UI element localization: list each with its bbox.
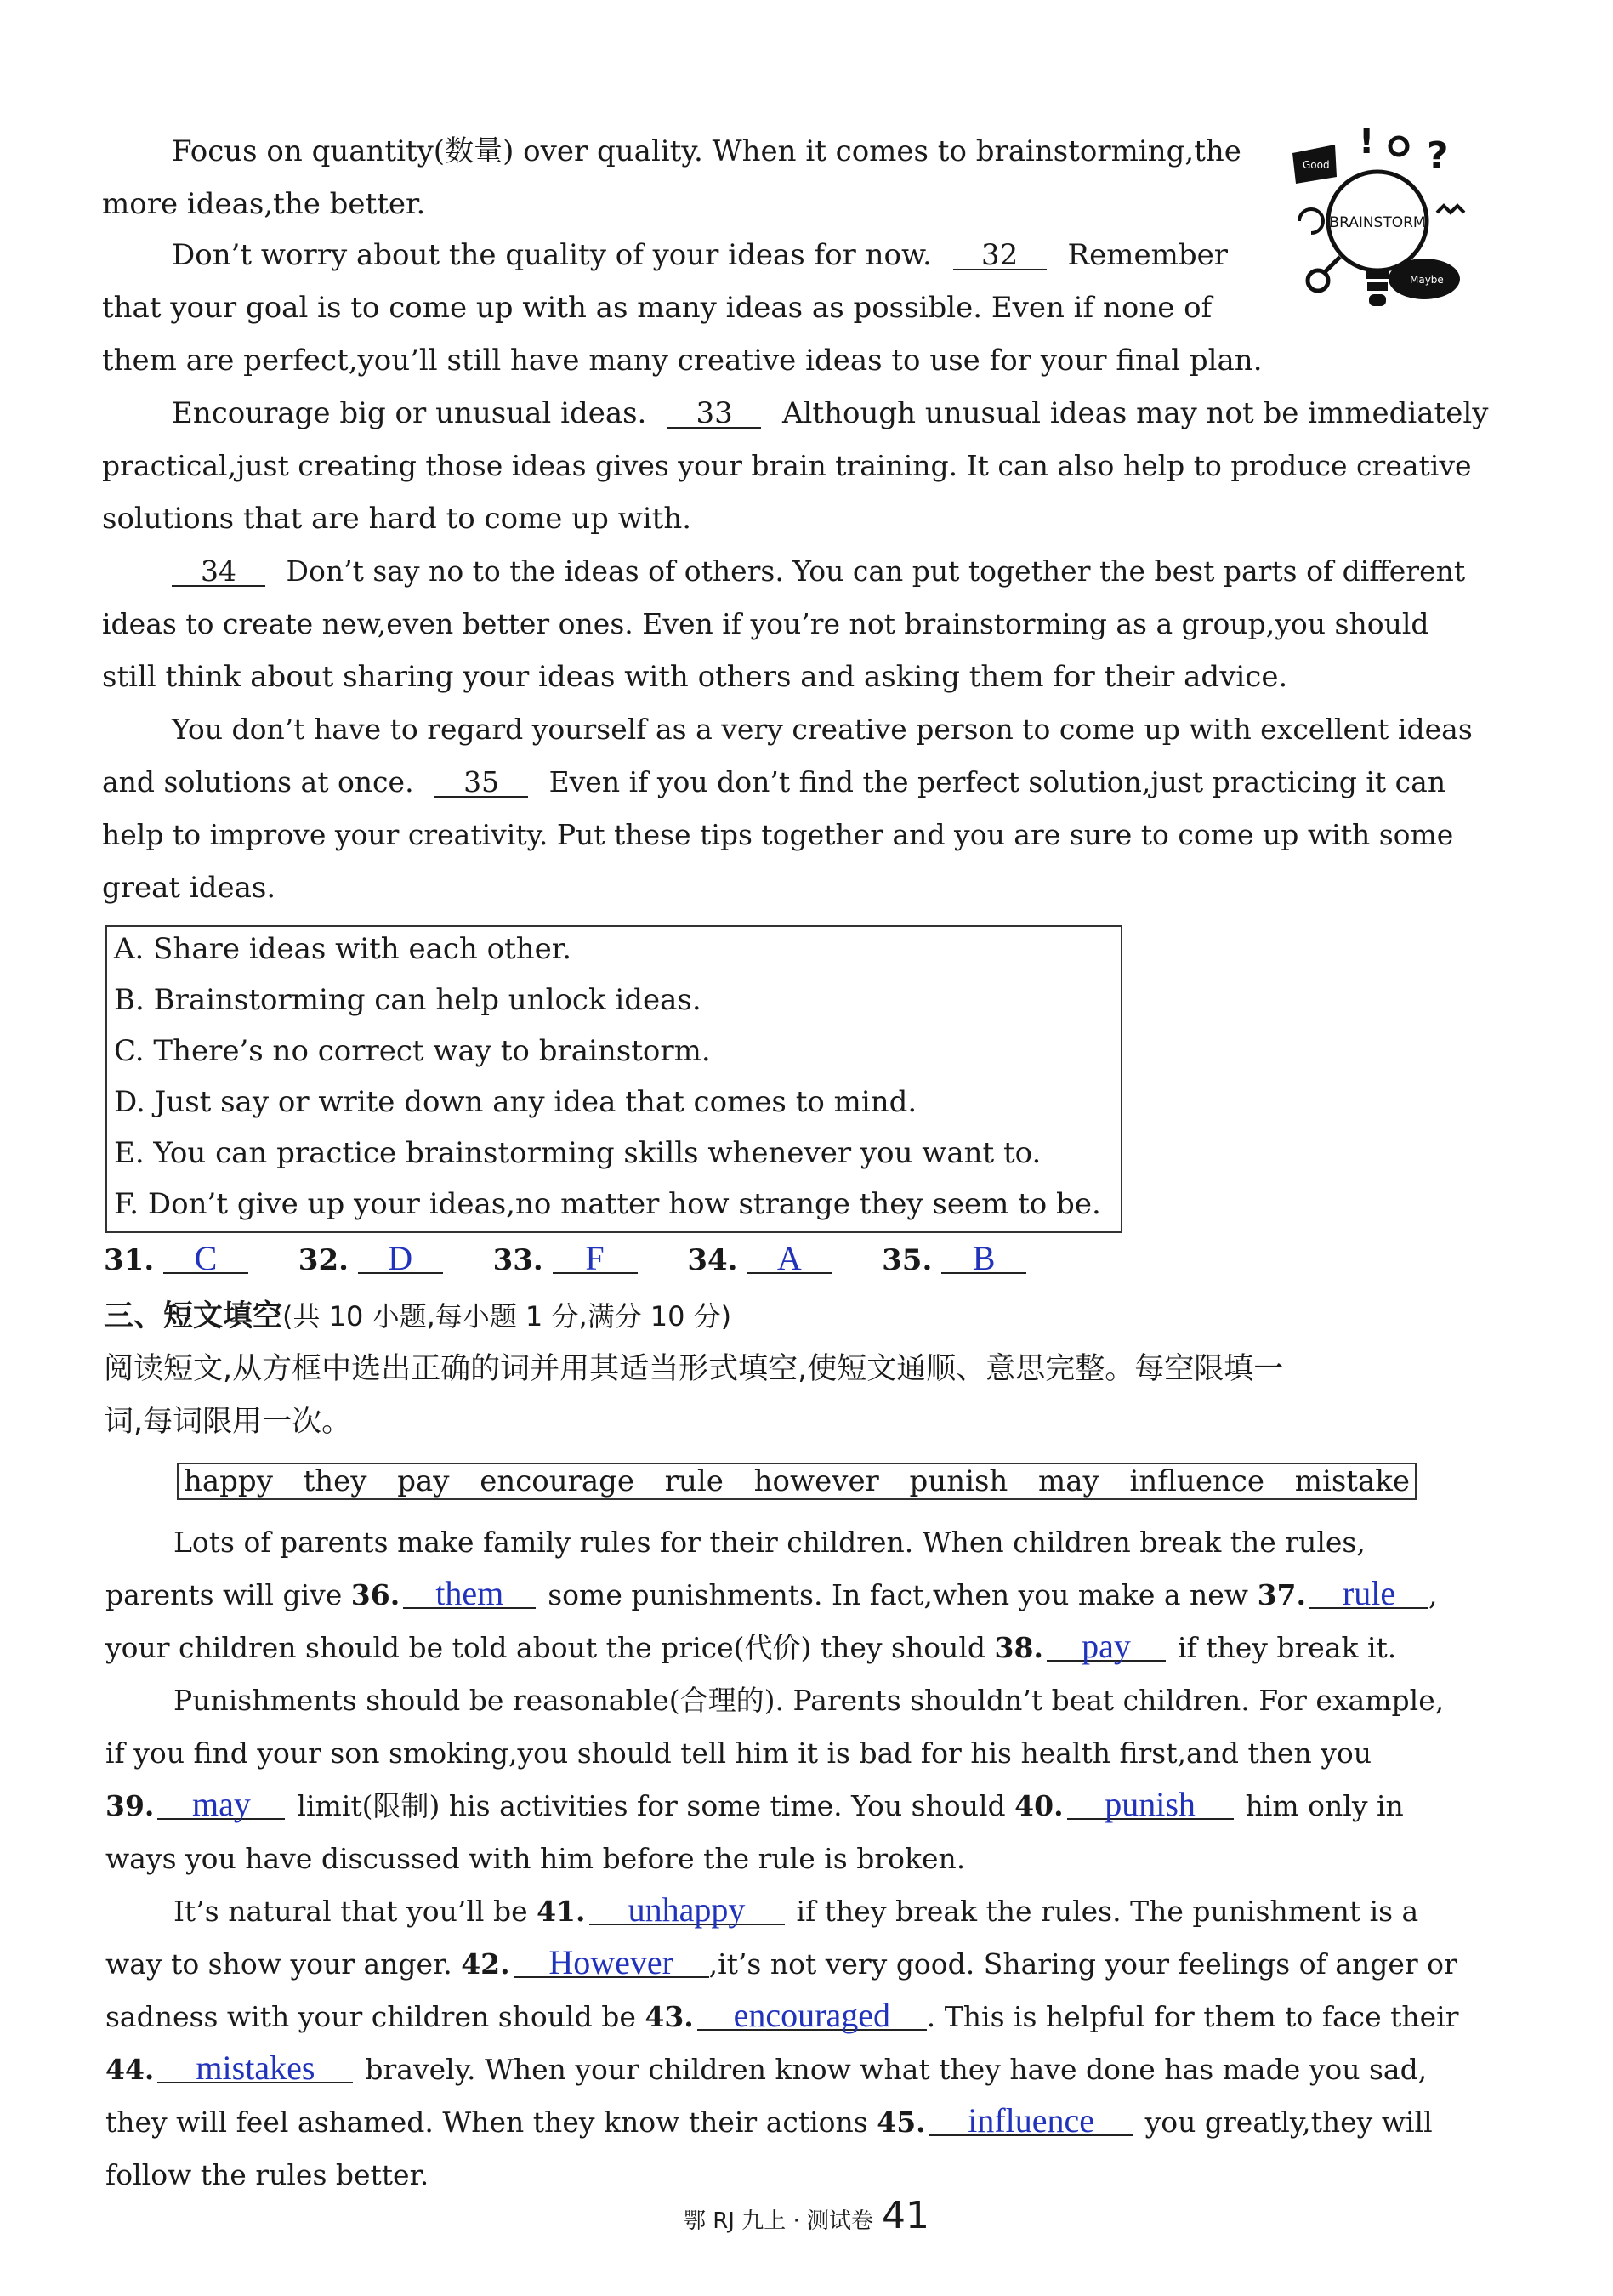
blank-32: 32 [953,242,1047,270]
good-label: Good [1303,159,1330,171]
q40-num: 40. [1014,1789,1064,1822]
svg-text:!: ! [1359,128,1375,162]
p2-line-3 [105,1627,1397,1665]
word-bank-item: pay [397,1464,450,1498]
p2-line-2 [105,1574,1438,1612]
p1-line-2: more ideas,the better. [102,187,426,221]
answer-33-num: 33. [492,1243,543,1277]
p1-line-6-text: Encourage big or unusual ideas. [172,396,647,430]
q45-answer: influence [929,2107,1133,2136]
word-bank-item: influence [1129,1464,1265,1498]
p2-line-11-text: bravely. When your children know what they have done has made you sad, [365,2053,1428,2086]
q39-num: 39. [105,1789,155,1822]
word-bank-item: punish [909,1464,1008,1498]
section-3-instruction-2: 词,每词限用一次。 [104,1405,352,1439]
p2-line-10-text-b: . This is helpful for them to face their [926,2000,1459,2033]
q45-num: 45. [877,2106,926,2139]
p2-line-8-text: It’s natural that you’ll be [173,1895,528,1928]
p2-line-2-comma: , [1428,1578,1438,1611]
p1-line-12: You don’t have to regard yourself as a very creative person to come up with excellent ideas [172,713,1473,746]
word-bank-item: happy [184,1464,273,1498]
q43-answer: encouraged [697,2002,927,2031]
p2-line-7: ways you have discussed with him before the rule is broken. [105,1842,966,1875]
p1-line-5: them are perfect,you’ll still have many creative ideas to use for your final plan. [102,344,1263,378]
p2-line-2-text: parents will give [105,1578,343,1611]
p2-line-10 [105,1996,1459,2034]
answer-31-num: 31. [104,1243,155,1277]
blank-33: 33 [667,400,761,429]
p2-line-10-text: sadness with your children should be [105,2000,636,2033]
p2-line-3-text: your children should be told about the price(代价) they should [105,1631,986,1664]
q43-num: 43. [645,2000,694,2033]
q37-answer: rule [1309,1580,1428,1609]
footer-label: 鄂 RJ 九上 · 测试卷 [683,2208,874,2234]
p2-line-6-text: limit(限制) his activities for some time. You should [297,1789,1006,1822]
p1-line-13 [102,765,1445,799]
p2-line-8 [173,1890,1419,1929]
brainstorm-lightbulb-icon [1284,128,1471,323]
maybe-label: Maybe [1410,274,1444,286]
q42-num: 42. [461,1947,510,1981]
word-bank-item: may [1038,1464,1099,1498]
word-bank [177,1463,1417,1500]
p2-line-12-text: they will feel ashamed. When they know their actions [105,2106,868,2139]
q36-answer: them [403,1580,536,1609]
q42-answer: However [514,1949,709,1978]
q38-answer: pay [1047,1633,1166,1662]
option-b: B. Brainstorming can help unlock ideas. [114,983,701,1017]
word-bank-item: mistake [1294,1464,1410,1498]
word-bank-item: encourage [480,1464,635,1498]
p2-line-12-text-b: you greatly,they will [1144,2106,1433,2139]
answer-34-num: 34. [687,1243,738,1277]
p1-line-3-text: Don’t worry about the quality of your ideas for now. [172,238,932,272]
answer-35-num: 35. [882,1243,933,1277]
p1-line-3-text-b: Remember [1067,238,1228,272]
q41-answer: unhappy [589,1896,785,1925]
page-footer [0,2194,1613,2237]
p2-line-13: follow the rules better. [105,2158,429,2191]
option-e: E. You can practice brainstorming skills whenever you want to. [114,1136,1042,1170]
q37-num: 37. [1257,1578,1306,1611]
section-3-heading [104,1299,731,1333]
p2-line-9 [105,1943,1457,1981]
p1-line-9-text: Don’t say no to the ideas of others. You can put together the best parts of different [286,554,1466,588]
q41-num: 41. [537,1895,586,1928]
answer-33-value: F [553,1245,638,1274]
answer-34-value: A [747,1245,832,1274]
svg-text:?: ? [1427,134,1449,178]
q44-num: 44. [105,2053,155,2086]
section-3-note: (共 10 小题,每小题 1 分,满分 10 分) [282,1300,732,1333]
q44-answer: mistakes [157,2054,353,2083]
q39-answer: may [157,1791,285,1820]
blank-35: 35 [434,769,528,798]
p2-line-11 [105,2049,1428,2087]
answer-32-num: 32. [298,1243,349,1277]
p1-line-11: still think about sharing your ideas with others and asking them for their advice. [102,660,1288,694]
answers-31-35 [104,1239,1026,1277]
option-f: F. Don’t give up your ideas,no matter how strange they seem to be. [114,1187,1101,1221]
section-3-title: 三、短文填空 [104,1299,283,1333]
brainstorm-label: BRAINSTORM [1329,214,1426,231]
p2-line-9-text: way to show your anger. [105,1947,452,1981]
blank-34: 34 [172,558,265,587]
option-d: D. Just say or write down any idea that comes to mind. [114,1085,917,1119]
p1-line-13-text-b: Even if you don’t find the perfect solution,just practicing it can [548,765,1446,798]
q40-answer: punish [1067,1791,1234,1820]
p2-line-8-text-b: if they break the rules. The punishment is a [796,1895,1419,1928]
p1-line-15: great ideas. [102,871,276,905]
section-3-instruction-1: 阅读短文,从方框中选出正确的词并用其适当形式填空,使短文通顺、意思完整。每空限填一 [104,1352,1284,1386]
answer-35-value: B [941,1245,1026,1274]
p1-line-3 [172,238,1228,272]
p1-line-13-text: and solutions at once. [102,765,414,798]
answer-31-value: C [163,1245,248,1274]
word-bank-item: however [753,1464,879,1498]
p2-line-9-text-b: ,it’s not very good. Sharing your feelings of anger or [708,1947,1457,1981]
p1-line-4: that your goal is to come up with as many ideas as possible. Even if none of [102,291,1213,325]
option-a: A. Share ideas with each other. [114,932,572,966]
word-bank-item: they [303,1464,367,1498]
p2-line-3-text-b: if they break it. [1177,1631,1397,1664]
p1-line-6-text-b: Although unusual ideas may not be immediately [782,396,1489,430]
p1-line-8: solutions that are hard to come up with. [102,502,692,536]
q36-num: 36. [350,1578,400,1611]
page-number: 41 [882,2194,930,2237]
p1-line-10: ideas to create new,even better ones. Even if you’re not brainstorming as a group,you should [102,607,1429,640]
p2-line-6-text-b: him only in [1245,1789,1404,1822]
word-bank-item: rule [664,1464,724,1498]
p2-line-6 [105,1785,1404,1823]
p2-line-12 [105,2101,1433,2140]
option-c: C. There’s no correct way to brainstorm. [114,1034,711,1068]
p2-line-2-text-b: some punishments. In fact,when you make a new [548,1578,1249,1611]
p1-line-7: practical,just creating those ideas gives your brain training. It can also help to produce creative [102,449,1472,482]
p1-line-1: Focus on quantity(数量) over quality. When it comes to brainstorming,the [172,134,1241,168]
q38-num: 38. [994,1631,1043,1664]
p2-line-4: Punishments should be reasonable(合理的). Parents shouldn’t beat children. For example, [173,1684,1445,1717]
p1-line-14: help to improve your creativity. Put these tips together and you are sure to come up with some [102,818,1454,851]
answer-32-value: D [358,1245,443,1274]
p2-line-5: if you find your son smoking,you should tell him it is bad for his health first,and then you [105,1736,1372,1770]
p1-line-6 [172,396,1488,430]
options-box [105,925,1122,1233]
p1-line-9 [172,554,1465,588]
p2-line-1: Lots of parents make family rules for their children. When children break the rules, [173,1526,1366,1559]
